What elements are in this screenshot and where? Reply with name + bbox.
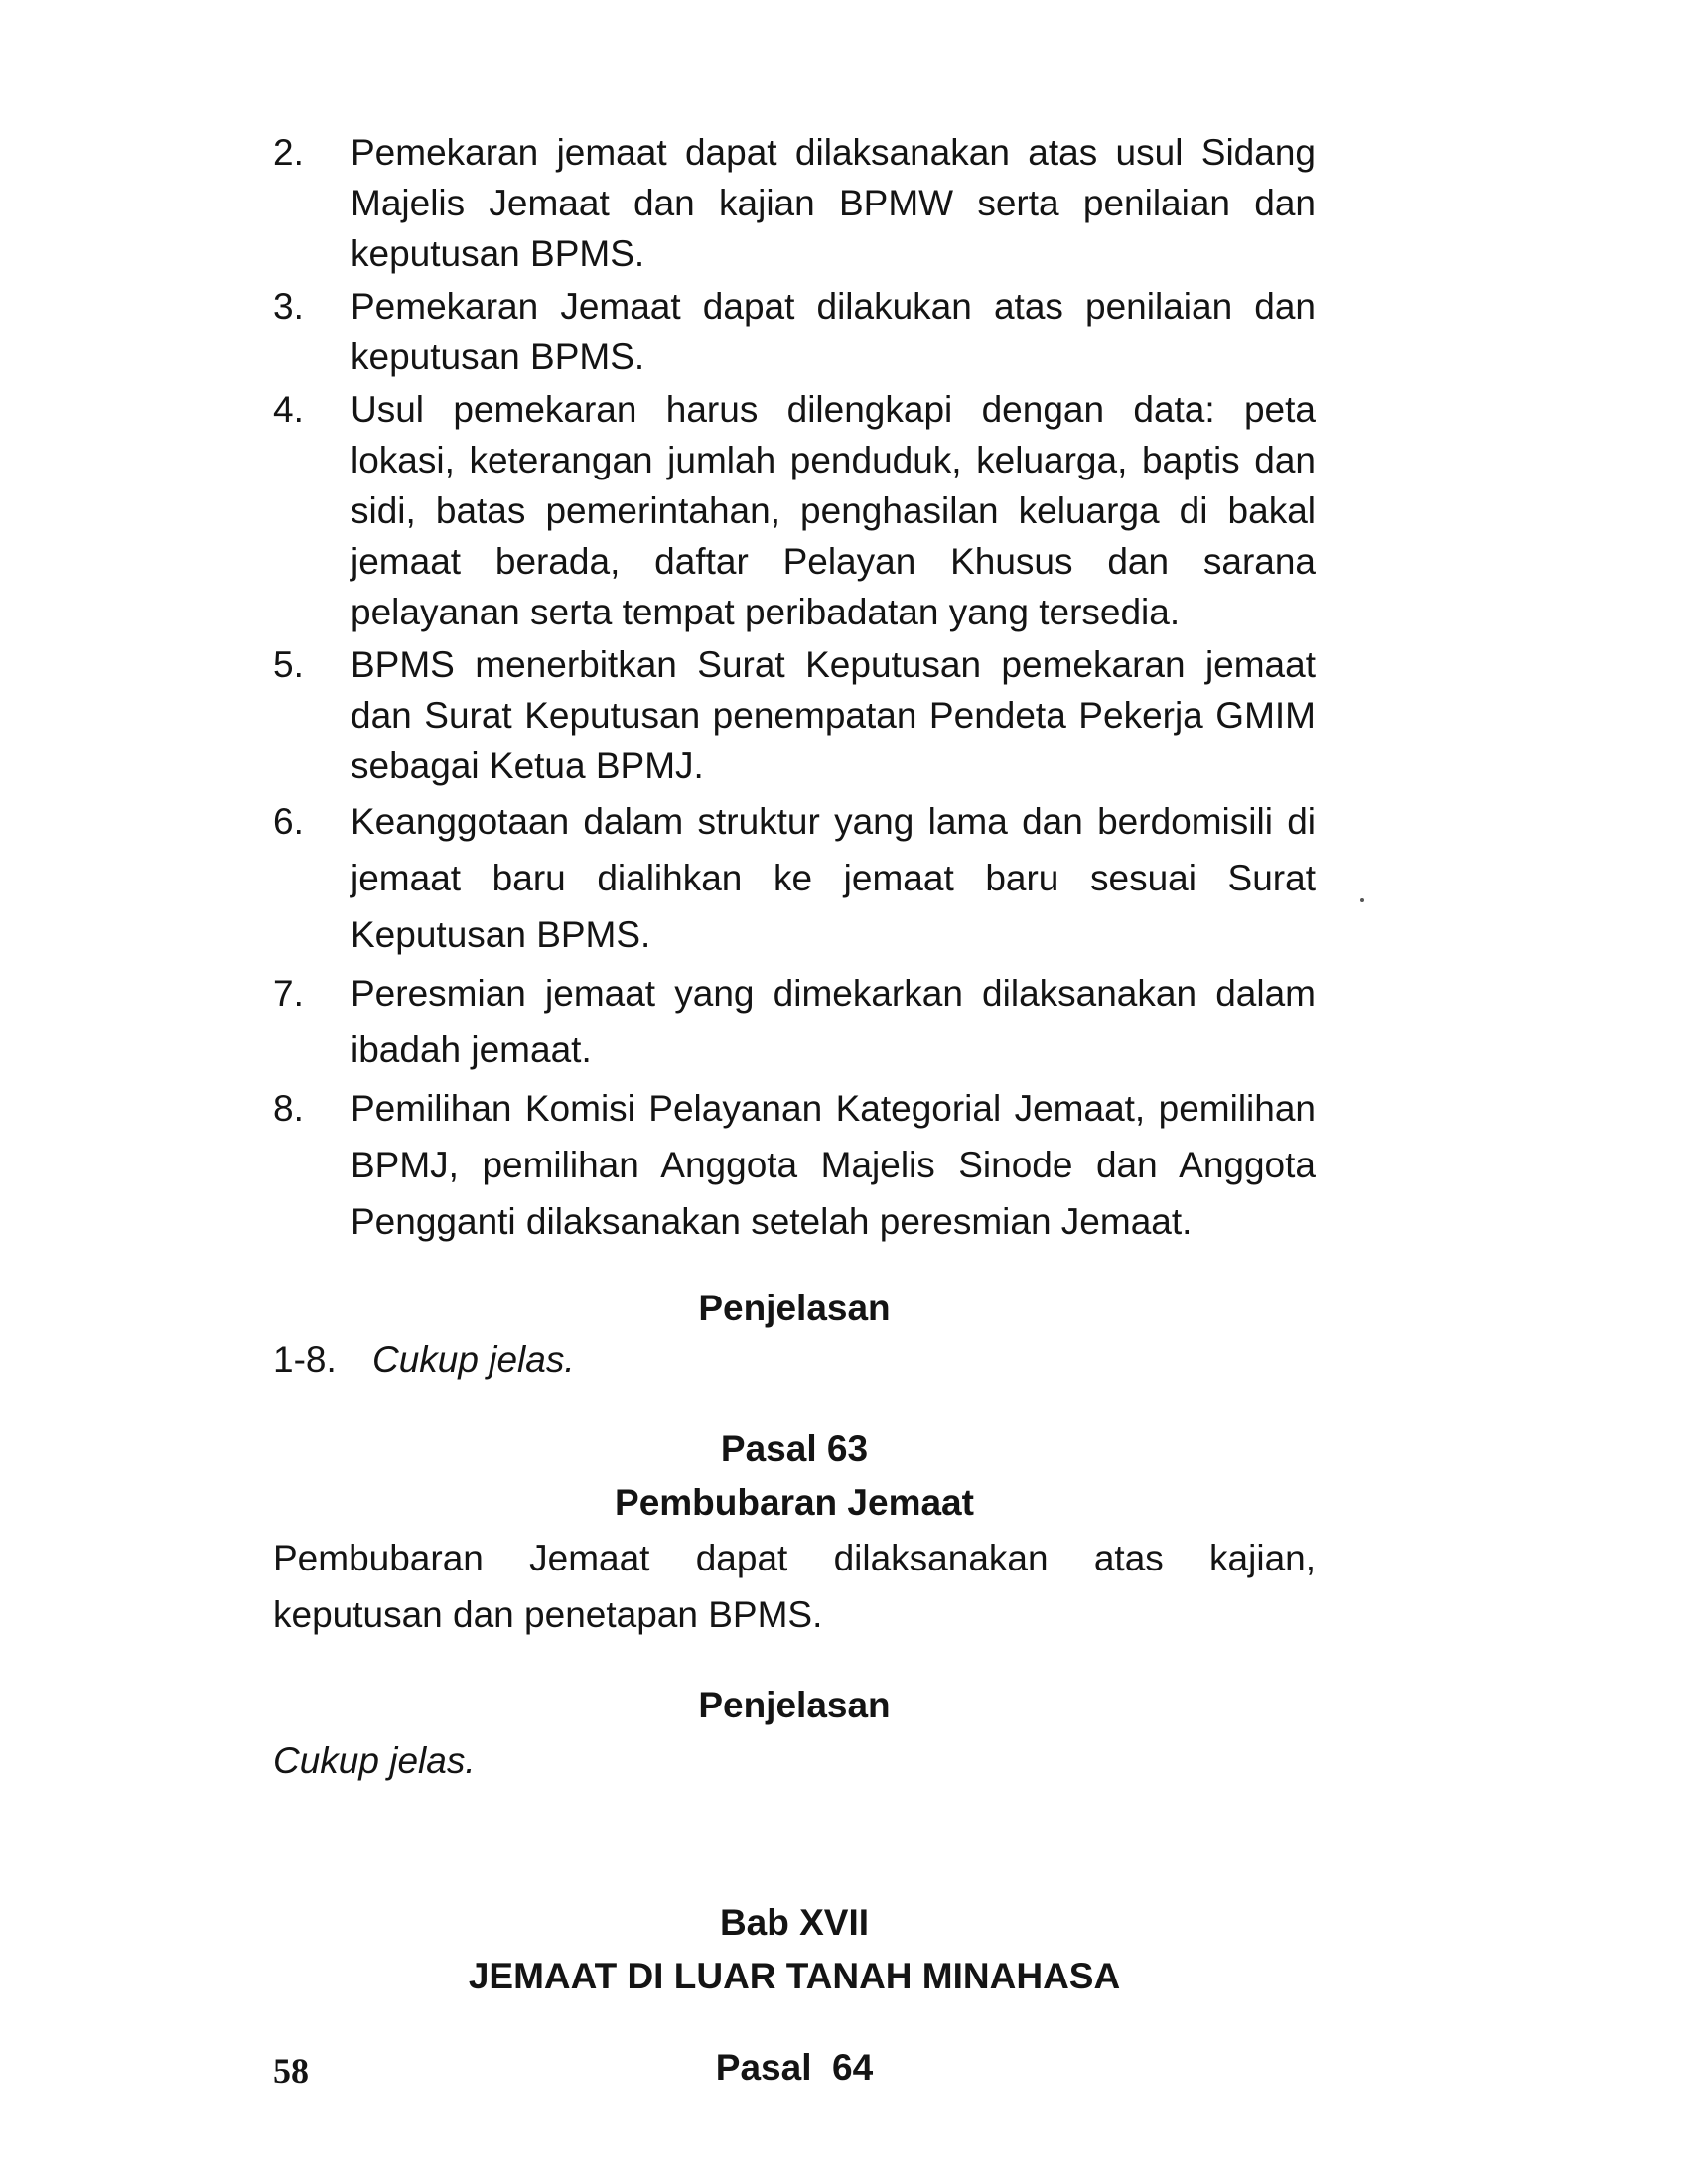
explanation-text: Cukup jelas. [273, 1740, 476, 1781]
article-title: Pembubaran Jemaat [615, 1482, 974, 1523]
list-item-text: Peresmian jemaat yang dimekarkan dilaksanakan dalam ibadah jemaat. [351, 973, 1316, 1070]
list-item-text: Pemilihan Komisi Pelayanan Kategorial Jemaat, pemilihan BPMJ, pemilihan Anggota Majelis Sinode dan Anggota Pengganti dilaksanakan setelah peresmian Jemaat. [351, 1088, 1316, 1242]
list-item-text: Usul pemekaran harus dilengkapi dengan data: peta lokasi, keterangan jumlah penduduk, keluarga, baptis dan sidi, batas pemerintahan, penghasilan keluarga di bakal jemaat berada, daftar Pelayan Khusus dan sarana pelayanan serta tempat peribadatan yang tersedia. [351, 389, 1316, 632]
document-page [273, 127, 1316, 2095]
list-item [273, 281, 1316, 382]
chapter-title: JEMAAT DI LUAR TANAH MINAHASA [468, 1956, 1121, 1996]
page-number: 58 [273, 2051, 309, 2091]
article-number: Pasal 63 [720, 1429, 869, 1469]
list-item [273, 384, 1316, 637]
list-item-number: 3. [273, 286, 304, 327]
list-item-number: 4. [273, 389, 304, 430]
list-item-text: Keanggotaan dalam struktur yang lama dan berdomisili di jemaat baru dialihkan ke jemaat baru sesuai Surat Keputusan BPMS. [351, 801, 1316, 955]
chapter-number: Bab XVII [719, 1902, 870, 1943]
explanation-text: Cukup jelas. [372, 1339, 575, 1380]
explanation-heading: Penjelasan [698, 1685, 891, 1725]
list-item-number: 5. [273, 644, 304, 685]
explanation-heading: Penjelasan [698, 1288, 891, 1328]
list-item [273, 639, 1316, 791]
list-item-number: 7. [273, 973, 304, 1014]
list-item-text: BPMS menerbitkan Surat Keputusan pemekaran jemaat dan Surat Keputusan penempatan Pendeta Pekerja GMIM sebagai Ketua BPMJ. [351, 644, 1316, 786]
scan-speck [1360, 898, 1364, 902]
list-item [273, 127, 1316, 279]
list-item [273, 793, 1316, 963]
list-item-number: 6. [273, 801, 304, 842]
list-item-number: 2. [273, 132, 304, 173]
numbered-list [273, 127, 1316, 1250]
explanation-range: 1-8. [273, 1339, 337, 1380]
list-item [273, 1080, 1316, 1250]
list-item-text: Pemekaran jemaat dapat dilaksanakan atas usul Sidang Majelis Jemaat dan kajian BPMW serta penilaian dan keputusan BPMS. [351, 132, 1316, 274]
list-item-text: Pemekaran Jemaat dapat dilakukan atas penilaian dan keputusan BPMS. [351, 286, 1316, 377]
article-number: Pasal 64 [715, 2047, 874, 2088]
list-item [273, 965, 1316, 1078]
list-item-number: 8. [273, 1088, 304, 1129]
article-body: Pembubaran Jemaat dapat dilaksanakan atas kajian, keputusan dan penetapan BPMS. [273, 1538, 1316, 1635]
explanation-row [273, 1335, 1316, 1385]
